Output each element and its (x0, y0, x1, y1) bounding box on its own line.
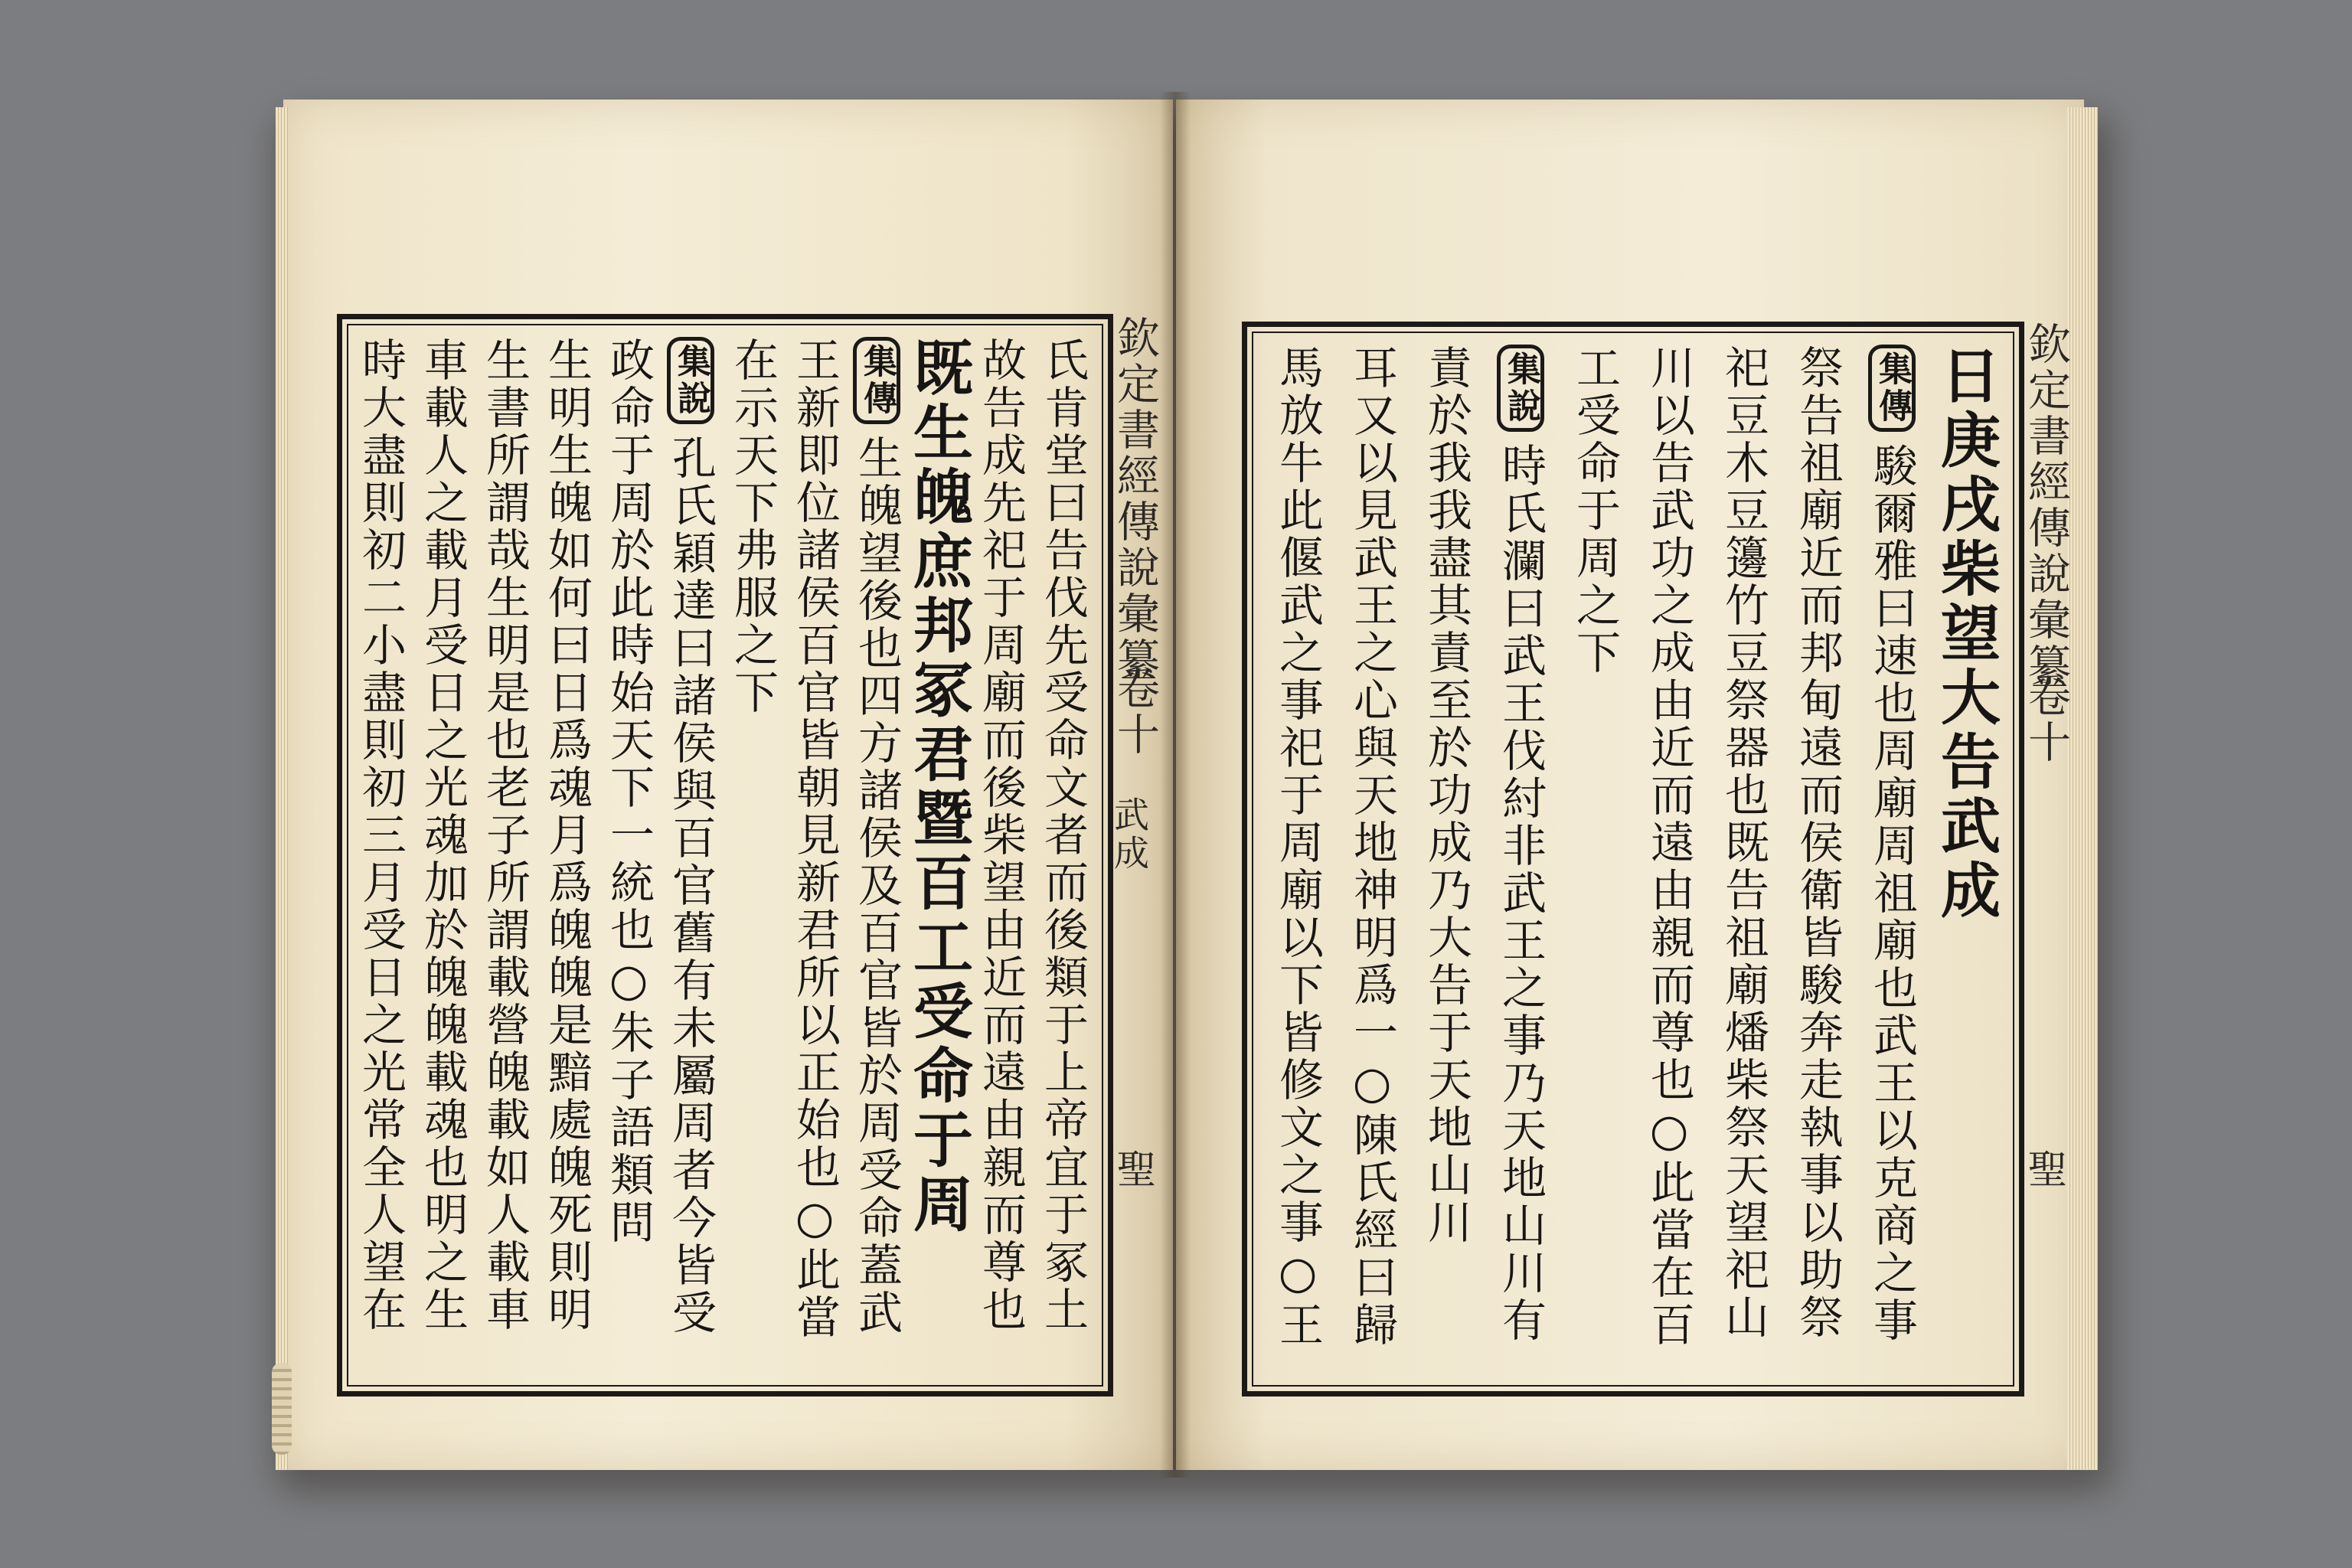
column-text: 既生魄庶邦冢君暨百工受命于周 (903, 337, 973, 1237)
text-column (721, 337, 783, 1370)
column-text: 川以告武功之成由近而遠由親而尊也○此當在百 (1643, 345, 1695, 1349)
text-column (535, 337, 597, 1370)
column-text: 生書所謂哉生明是也老子所謂載營魄載如人載車 (479, 337, 531, 1334)
column-text: 耳又以見武王之心與天地神明爲一○陳氏經曰歸 (1346, 345, 1398, 1349)
column-text: 王新即位諸侯百官皆朝見新君所以正始也○此當 (789, 337, 841, 1341)
text-column (969, 337, 1031, 1370)
column-text: 車載人之載月受日之光魂加於魄魄載魂也明之生 (416, 337, 469, 1334)
column-text: 日庚戌柴望大告武成 (1931, 345, 2001, 923)
text-column (1706, 345, 1780, 1370)
column-text: 在示天下弗服之下 (727, 337, 779, 717)
text-column (659, 337, 721, 1370)
text-column (1929, 345, 2003, 1370)
text-column (473, 337, 535, 1370)
text-column (349, 337, 411, 1370)
column-text: 祭告祖廟近而邦甸遠而侯衛皆駿奔走執事以助祭 (1792, 345, 1844, 1341)
left-folio-mark: 聖 (1109, 1148, 1155, 1188)
column-text: 生明生魄如何曰日爲魂月爲魄魄是黯處魄死則明 (541, 337, 593, 1334)
commentary-tag: 集傳 (1868, 345, 1916, 432)
commentary-tag: 集傳 (853, 337, 900, 424)
text-column (1260, 345, 1334, 1370)
commentary-tag: 集說 (1497, 345, 1544, 432)
text-column (1780, 345, 1854, 1370)
text-column (1409, 345, 1483, 1370)
column-text: 氏肯堂曰告伐先受命文者而後類于上帝宜于冢土 (1037, 337, 1089, 1334)
column-text: 時氏瀾曰武王伐紂非武王之事乃天地山川有 (1494, 443, 1547, 1344)
left-page-edges (276, 107, 288, 1470)
text-column (1334, 345, 1409, 1370)
text-column (1031, 337, 1093, 1370)
left-text-columns (346, 337, 1093, 1370)
left-side-label: 欽定書經傳說彙纂 (1110, 315, 1160, 683)
right-volume-label: 卷十 (2021, 674, 2071, 766)
column-text: 時大盡則初二小盡則初三月受日之光常全人望在 (354, 337, 407, 1334)
text-column (597, 337, 659, 1370)
text-column (1854, 345, 1929, 1370)
text-column (1632, 345, 1706, 1370)
text-column (783, 337, 845, 1370)
column-text: 祀豆木豆籩竹豆祭器也既告祖廟燔柴祭天望祀山 (1717, 345, 1769, 1341)
text-column (903, 337, 973, 1370)
left-section-label: 武成 (1109, 796, 1150, 873)
text-column (845, 337, 907, 1370)
text-column (1483, 345, 1557, 1370)
column-text: 馬放牛此偃武之事祀于周廟以下皆修文之事○王 (1272, 345, 1324, 1349)
column-text: 故告成先祀于周廟而後柴望由近而遠由親而尊也 (975, 337, 1027, 1334)
binding-thread (272, 1363, 292, 1455)
book-gutter (1160, 92, 1191, 1478)
right-folio-mark: 聖 (2020, 1148, 2066, 1188)
commentary-tag: 集說 (667, 337, 714, 424)
right-side-label: 欽定書經傳說彙纂 (2021, 322, 2071, 689)
left-volume-label: 卷十 (1110, 666, 1160, 758)
text-column (411, 337, 473, 1370)
column-text: 駿爾雅曰速也周廟周祖廟也武王以克商之事 (1866, 443, 1918, 1344)
column-text: 責於我我盡其責至於功成乃大告于天地山川 (1420, 345, 1472, 1246)
right-page-edges (2067, 107, 2098, 1470)
column-text: 生魄望後也四方諸侯及百官皆於周受命蓋武 (851, 435, 903, 1337)
column-text: 工受命于周之下 (1569, 345, 1621, 677)
text-column (1557, 345, 1632, 1370)
column-text: 政命于周於此時始天下一統也○朱子語類問 (603, 337, 655, 1246)
right-text-columns (1256, 345, 2003, 1370)
column-text: 孔氏穎達曰諸侯與百官舊有未屬周者今皆受 (665, 435, 717, 1337)
